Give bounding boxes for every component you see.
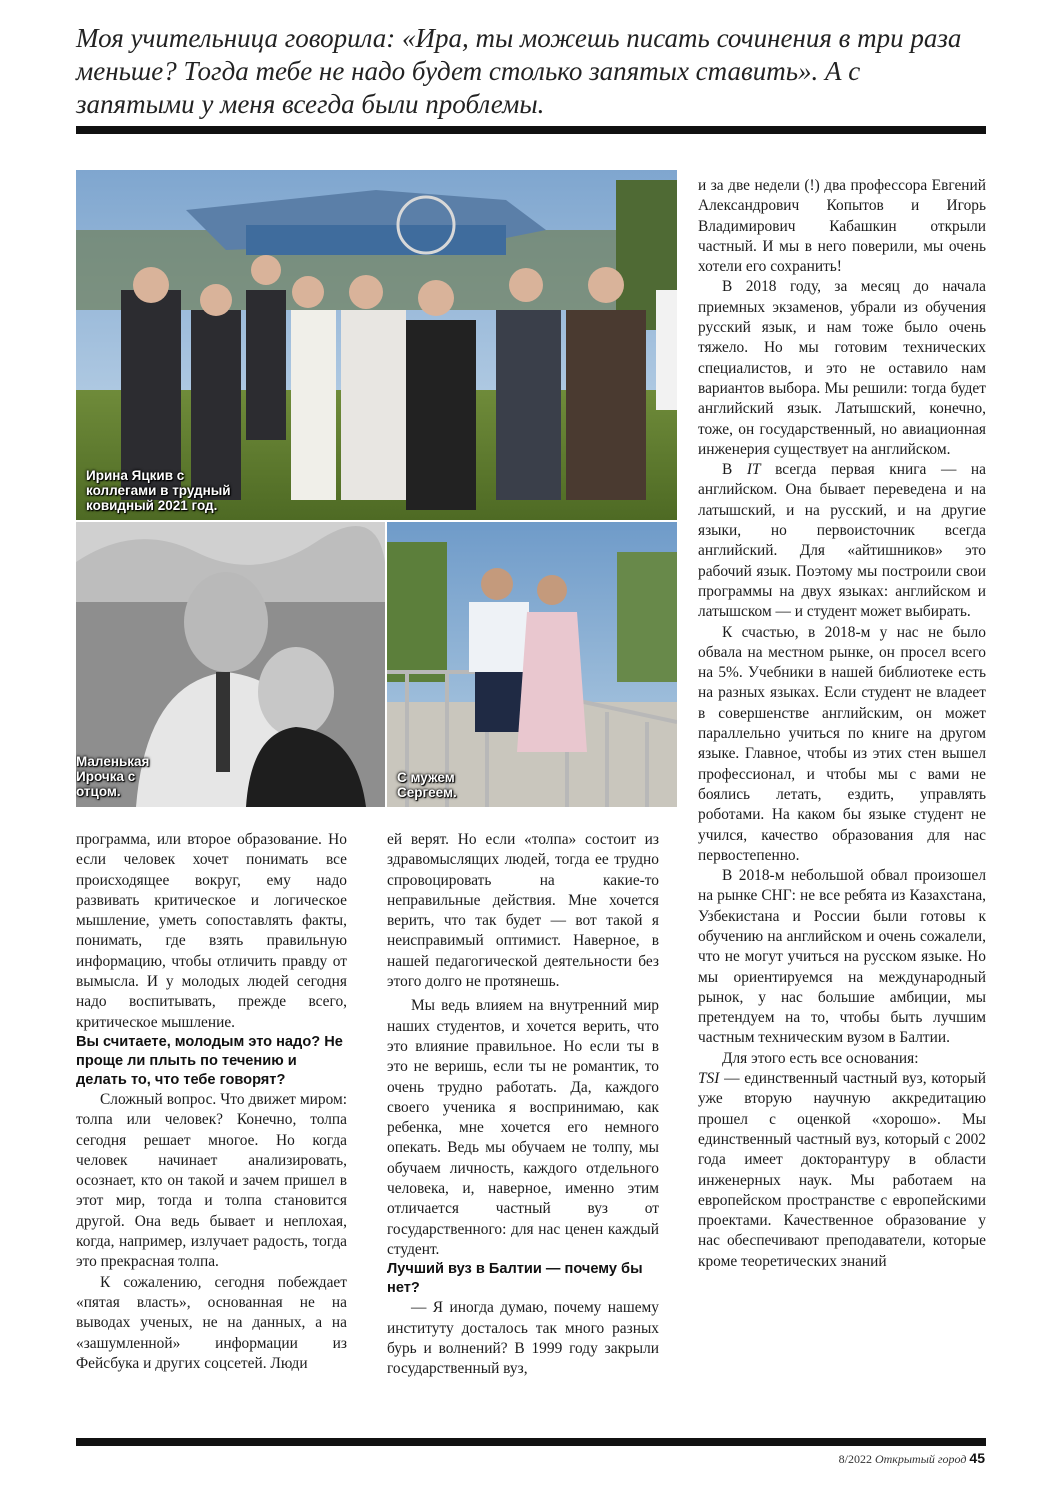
paragraph: Для этого есть все основания: <box>722 1049 919 1067</box>
paragraph: К сожалению, сегодня побеждает «пятая власть», основанная не на выводах ученых, не на данных, а на «зашумленной» информации из Фейсбука и других соцсетей. Люди <box>76 1273 347 1372</box>
interview-question: Вы считаете, молодым это надо? Не проще ли плыть по течению и делать то, что тебе говорят? <box>76 1033 343 1088</box>
page-number: 45 <box>969 1450 985 1466</box>
text-run: В <box>722 461 747 479</box>
paragraph: ей верят. Но если «толпа» состоит из здравомыслящих людей, тогда ее трудно спровоцировать на какие-то неправильные действия. Мне хочется верить, что так будет — вот такой я неисправимый оптимист. Наверное, в нашей педагогической деятельности без этого долго не протянешь. <box>387 831 659 991</box>
husband-photo <box>387 522 677 807</box>
paragraph: — Я иногда думаю, почему нашему институту досталось так много разных бурь и волнений? В 1999 году закрыли государственный вуз, <box>387 1299 659 1378</box>
page-footer <box>839 1450 985 1467</box>
italic-term: TSI <box>698 1070 720 1088</box>
paragraph: К счастью, в 2018-м у нас не было обвала на местном рынке, он просел всего на 5%. Учебники в нашей библиотеке есть на разных языках. Если студент не владеет в совершенстве английским, он может параллельно учиться по книге на другом языке. Главное, чтобы из этих стен вышел профессионал, и чтобы мы с вами не боялись летать, ездить, управлять роботами. На каком бы языке студент не учился, качество образования для нас первостепенно. <box>698 623 986 864</box>
husband-photo-caption <box>397 770 457 800</box>
caption-line: ковидный 2021 год. <box>86 498 218 513</box>
paragraph: и за две недели (!) два профессора Евгений Александрович Копытов и Игорь Владимирович Кабашкин открыли частный. И мы в него поверили, мы очень хотели его сохранить! <box>698 177 986 276</box>
column-3 <box>698 176 986 1272</box>
paragraph: Сложный вопрос. Что движет миром: толпа или человек? Конечно, толпа сегодня решает многое. Но когда человек начинает анализировать, осознает, кто он такой и зачем пришел в этот мир, тогда и толпа становится другой. Она ведь бывает и неплохая, когда, например, излучает радость, тогда это прекрасная толпа. <box>76 1090 347 1271</box>
husband-photo-image <box>387 522 677 807</box>
bottom-rule <box>76 1438 986 1446</box>
caption-line: Сергеем. <box>397 785 457 800</box>
paragraph: программа, или второе образование. Но если человек хочет понимать все происходящее вокруг, ему надо развивать критическое и логическое мышление, уметь сопоставлять факты, понимать, где взять правильную информацию, чтобы отличить правду от вымысла. И у молодых людей сегодня надо воспитывать, прежде всего, критическое мышление. <box>76 831 347 1031</box>
column-1 <box>76 830 347 1374</box>
column-2 <box>387 830 659 1379</box>
text-run: — единственный частный вуз, который уже вторую научную аккредитацию прошел с оценкой «хорошо». Мы единственный частный вуз, который с 2002 года имеет докторантуру в области инженерных наук. Мы работаем на европейском пространстве с европейскими проектами. Качественное образование у нас обеспечивают преподаватели, которые кроме теоретических знаний <box>698 1070 986 1270</box>
paragraph <box>698 1069 986 1272</box>
caption-line: Ирина Яцкив с <box>86 468 185 483</box>
group-photo-caption <box>86 468 231 513</box>
caption-line: С мужем <box>397 770 455 785</box>
caption-line: Маленькая <box>76 754 150 769</box>
paragraph: Мы ведь влияем на внутренний мир наших студентов, и хочется верить, что это влияние правильное. Но если ты в это не веришь, если ты не романтик, то очень трудно работать. Да, каждого своего ученика я воспринимаю, как ребенка, мне хочется его немного опекать. Ведь мы обучаем не толпу, мы обучаем личность, каждого отдельного человека, и, наверное, именно этим отличается частный вуз от государственного: для нас ценен каждый студент. <box>387 997 659 1258</box>
issue-number: 8/2022 <box>838 1452 872 1466</box>
interview-question: Лучший вуз в Балтии — почему бы нет? <box>387 1261 643 1297</box>
group-photo <box>76 170 677 520</box>
father-photo <box>76 522 385 807</box>
header-quote: Моя учительница говорила: «Ира, ты можешь писать сочинения в три раза меньше? Тогда тебе не надо будет столько запятых ставить». А с запятыми у меня всегда были проблемы. <box>76 23 962 119</box>
paragraph <box>698 460 986 622</box>
caption-line: коллегами в трудный <box>86 483 231 498</box>
caption-line: отцом. <box>76 784 121 799</box>
father-photo-caption <box>76 754 149 799</box>
italic-term: IT <box>746 461 761 479</box>
top-rule <box>76 126 986 134</box>
caption-line: Ирочка с <box>76 769 136 784</box>
magazine-name: Открытый город <box>874 1452 967 1466</box>
paragraph: В 2018 году, за месяц до начала приемных экзаменов, убрали из обучения русский язык, и нам тоже было очень тяжело. Но мы готовим технических специалистов, и это не оставило нам вариантов выбора. Мы решили: тогда будет английский язык. Латышский, конечно, тоже, он государственный, но авиационная инженерия существует на английском. <box>698 278 986 458</box>
text-run: всегда первая книга — на английском. Она бывает переведена и на латышский, и на русский, и на другие языки, но первоисточник всегда английский. Для «айтишников» это рабочий язык. Поэтому мы построили свои программы на двух языках: английском и латышском — и студент может выбирать. <box>698 461 986 621</box>
paragraph: В 2018-м небольшой обвал произошел на рынке СНГ: не все ребята из Казахстана, Узбекистана и России были готовы к обучению на английском и очень сожалели, что не могут учиться на русском языке. Но мы ориентируемся на международный рынок, у нас большие амбиции, мы претендуем на то, чтобы быть лучшим частным техническим вузом в Балтии. <box>698 867 986 1047</box>
